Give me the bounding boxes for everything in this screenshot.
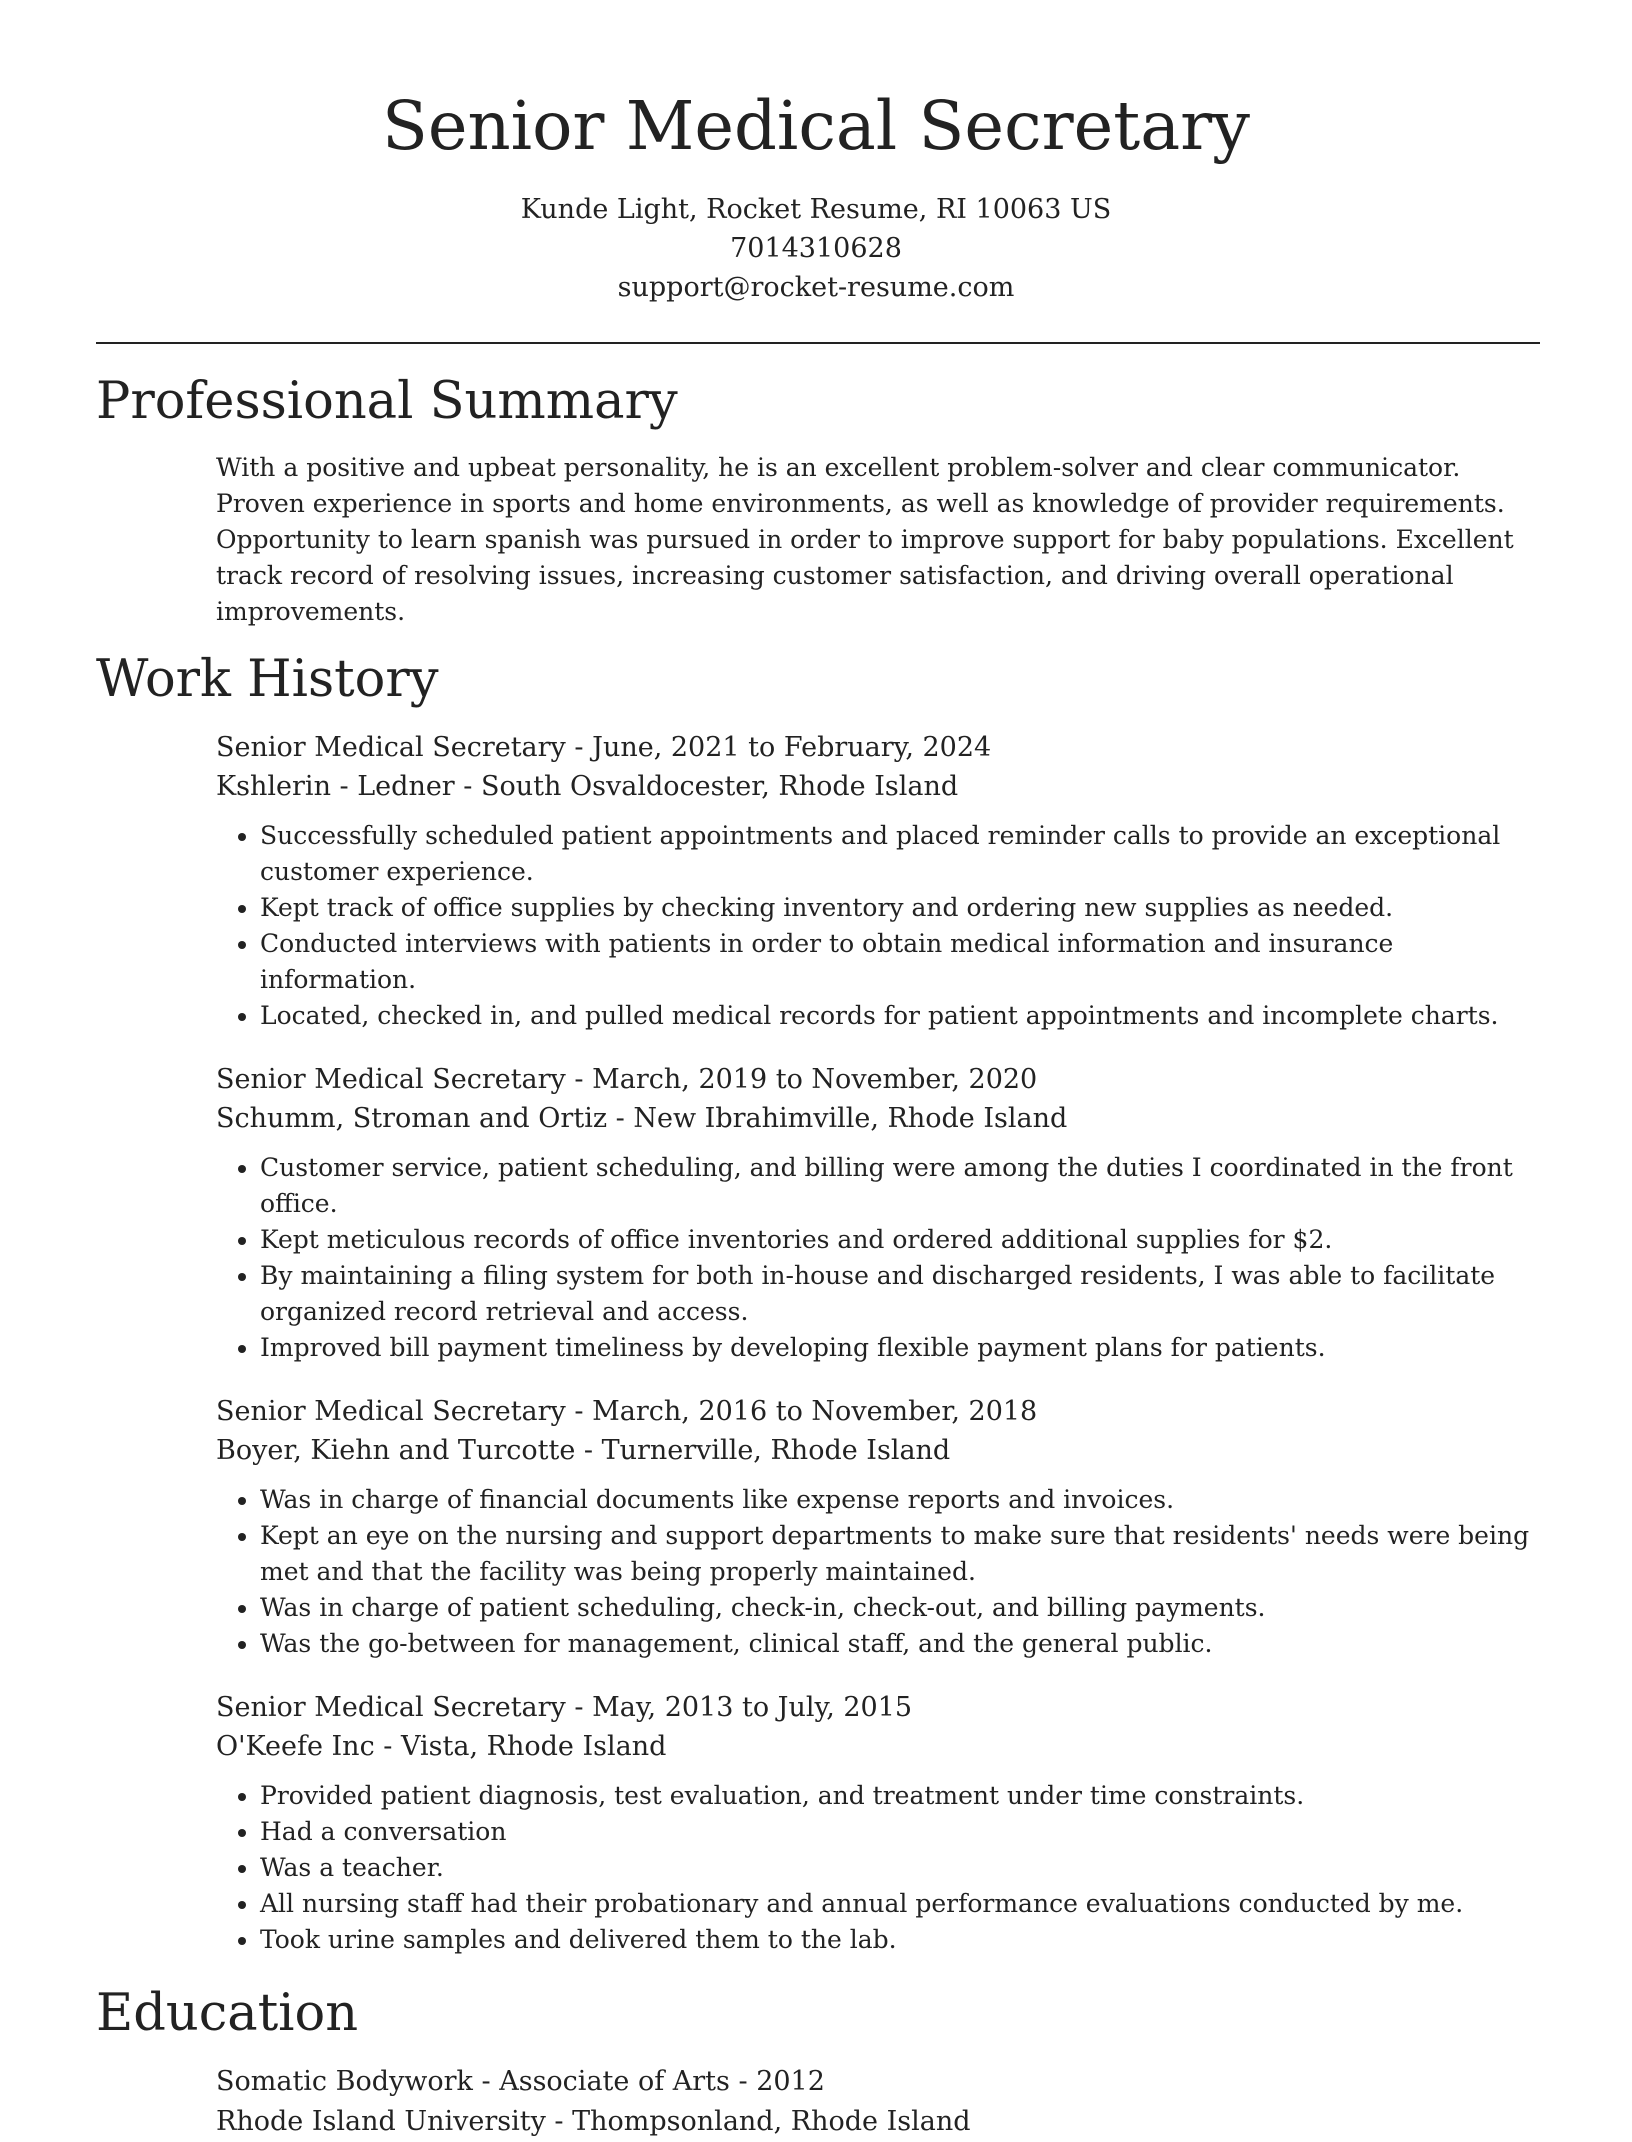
job-company: O'Keefe Inc <box>216 1731 375 1762</box>
education-location: Thompsonland, Rhode Island <box>572 2106 971 2137</box>
education-section <box>96 1984 1540 2142</box>
job-position-line: Senior Medical Secretary - May, 2013 to July, 2015 <box>216 1692 913 1723</box>
job-dates: March, 2016 to November, 2018 <box>592 1396 1038 1427</box>
job-position: Senior Medical Secretary <box>216 732 566 763</box>
job-bullet: • By maintaining a filing system for both in-house and discharged residents, I was able to facilitate organized record retrieval and access. <box>260 1258 1540 1330</box>
job-position-line: Senior Medical Secretary - March, 2019 to November, 2020 <box>216 1064 1038 1095</box>
job-company-line: Schumm, Stroman and Ortiz - New Ibrahimville, Rhode Island <box>216 1103 1068 1134</box>
job-bullet: • Kept track of office supplies by checking inventory and ordering new supplies as needed. <box>260 890 1540 926</box>
job-bullets <box>216 1778 1540 1958</box>
candidate-title: Senior Medical Secretary <box>381 87 1251 165</box>
job-bullet: • Was the go-between for management, clinical staff, and the general public. <box>260 1626 1540 1662</box>
job-position: Senior Medical Secretary <box>216 1064 566 1095</box>
job-dates: June, 2021 to February, 2024 <box>592 732 992 763</box>
job-bullet: • Successfully scheduled patient appointments and placed reminder calls to provide an exceptional customer experience. <box>260 818 1540 890</box>
job-company: Schumm, Stroman and Ortiz <box>216 1103 608 1134</box>
contact-email: support@rocket-resume.com <box>617 272 1015 303</box>
education-degree: Associate of Arts <box>499 2066 730 2097</box>
education-heading: Education <box>96 1984 359 2043</box>
work-history-section <box>96 650 1540 1958</box>
job-bullet: • Located, checked in, and pulled medical records for patient appointments and incomplete charts. <box>260 998 1540 1034</box>
resume-content <box>96 372 1540 2142</box>
job-bullet: • Was in charge of patient scheduling, check-in, check-out, and billing payments. <box>260 1590 1540 1626</box>
job-position: Senior Medical Secretary <box>216 1396 566 1427</box>
job-bullet: • All nursing staff had their probationary and annual performance evaluations conducted by me. <box>260 1886 1540 1922</box>
job-position-line: Senior Medical Secretary - March, 2016 to November, 2018 <box>216 1396 1038 1427</box>
job-bullets <box>216 1482 1540 1662</box>
job-bullet: • Kept an eye on the nursing and support departments to make sure that residents' needs were being met and that the facility was being properly maintained. <box>260 1518 1540 1590</box>
header-divider <box>96 342 1540 344</box>
job-entry <box>216 1688 1540 1958</box>
summary-heading: Professional Summary <box>96 372 678 431</box>
job-bullet: • Improved bill payment timeliness by developing flexible payment plans for patients. <box>260 1330 1540 1366</box>
job-position: Senior Medical Secretary <box>216 1692 566 1723</box>
job-entry <box>216 1060 1540 1366</box>
summary-section <box>96 372 1540 630</box>
job-company-line: Kshlerin - Ledner - South Osvaldocester, Rhode Island <box>216 771 959 802</box>
job-bullets <box>216 1150 1540 1366</box>
contact-address: Kunde Light, Rocket Resume, RI 10063 US <box>520 194 1112 225</box>
education-school-line: Rhode Island University - Thompsonland, Rhode Island <box>216 2106 971 2137</box>
job-bullet: • Conducted interviews with patients in order to obtain medical information and insurance information. <box>260 926 1540 998</box>
resume-header <box>0 0 1632 307</box>
work-history-heading: Work History <box>96 650 439 709</box>
job-bullets <box>216 818 1540 1034</box>
job-entry <box>216 728 1540 1034</box>
education-school: Rhode Island University <box>216 2106 546 2137</box>
job-company-line: Boyer, Kiehn and Turcotte - Turnerville, Rhode Island <box>216 1435 951 1466</box>
job-company-line: O'Keefe Inc - Vista, Rhode Island <box>216 1731 667 1762</box>
job-dates: March, 2019 to November, 2020 <box>592 1064 1038 1095</box>
education-year: 2012 <box>756 2066 825 2097</box>
job-bullet: • Had a conversation <box>260 1814 1540 1850</box>
job-location: Vista, Rhode Island <box>401 1731 667 1762</box>
job-company: Boyer, Kiehn and Turcotte <box>216 1435 576 1466</box>
job-entry <box>216 1392 1540 1662</box>
job-bullet: • Took urine samples and delivered them to the lab. <box>260 1922 1540 1958</box>
job-position-line: Senior Medical Secretary - June, 2021 to February, 2024 <box>216 732 992 763</box>
education-degree-line: Somatic Bodywork - Associate of Arts - 2012 <box>216 2066 825 2097</box>
job-company: Kshlerin - Ledner <box>216 771 455 802</box>
job-bullet: • Was a teacher. <box>260 1850 1540 1886</box>
job-bullet: • Provided patient diagnosis, test evaluation, and treatment under time constraints. <box>260 1778 1540 1814</box>
job-location: Turnerville, Rhode Island <box>601 1435 951 1466</box>
contact-info <box>0 190 1632 307</box>
job-dates: May, 2013 to July, 2015 <box>592 1692 913 1723</box>
job-bullet: • Customer service, patient scheduling, and billing were among the duties I coordinated in the front office. <box>260 1150 1540 1222</box>
job-bullet: • Was in charge of financial documents like expense reports and invoices. <box>260 1482 1540 1518</box>
contact-phone: 7014310628 <box>730 233 902 264</box>
education-field: Somatic Bodywork <box>216 2066 473 2097</box>
job-bullet: • Kept meticulous records of office inventories and ordered additional supplies for $2. <box>260 1222 1540 1258</box>
summary-text: With a positive and upbeat personality, he is an excellent problem-solver and clear communicator. Proven experience in sports and home environments, as well as knowledge of provider requirements. Opportunity to learn spanish was pursued in order to improve support for baby populations. Excellent track record of resolving issues, increasing customer satisfaction, and driving overall operational improvements. <box>216 453 1514 626</box>
job-location: South Osvaldocester, Rhode Island <box>481 771 959 802</box>
job-location: New Ibrahimville, Rhode Island <box>633 1103 1068 1134</box>
